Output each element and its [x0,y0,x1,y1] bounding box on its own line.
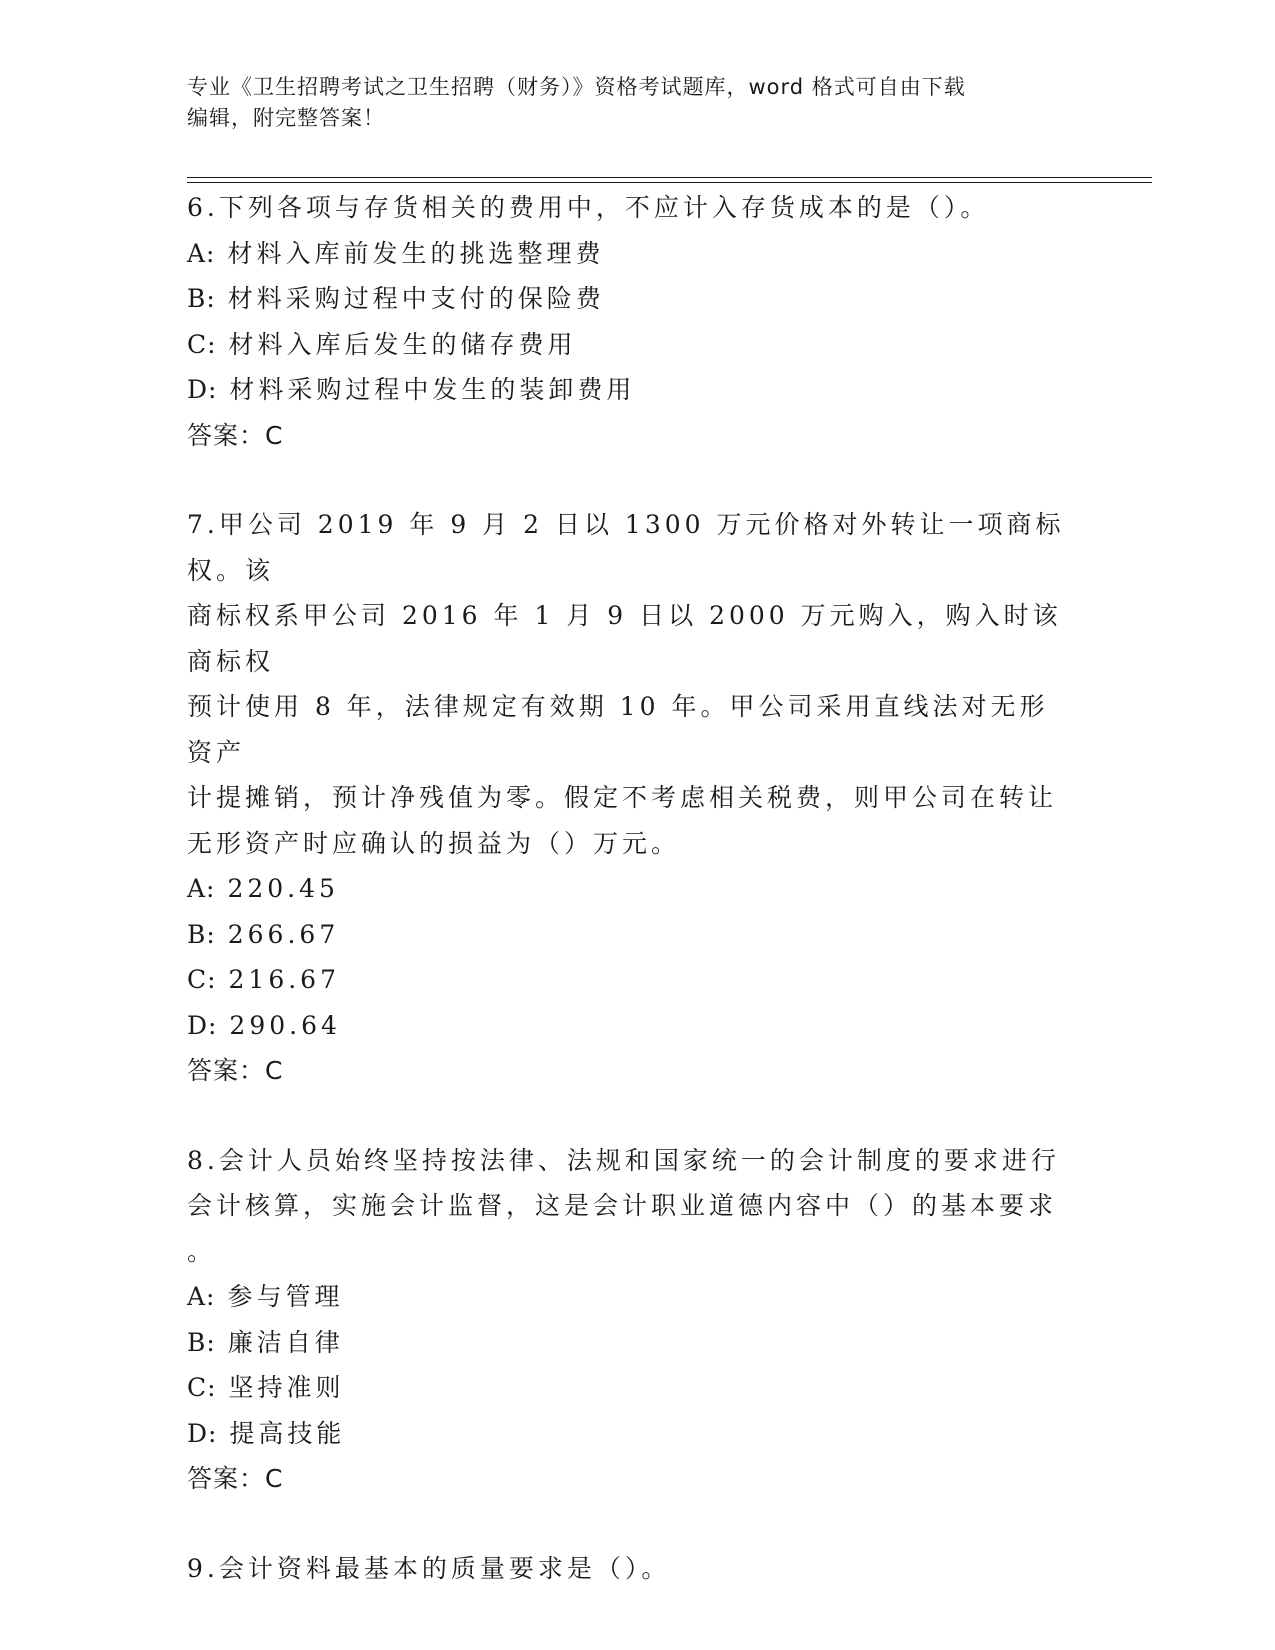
question-7 [187,502,1067,1094]
option-letter: C: [187,965,217,994]
option-text: 材料入库后发生的储存费用 [228,329,577,359]
option-c [187,1365,1067,1411]
question-8 [187,1138,1067,1502]
header-line-2: 编辑，附完整答案！ [187,106,385,130]
option-text: 材料入库前发生的挑选整理费 [227,238,605,268]
question-spacer [187,1502,1067,1546]
option-letter: D: [187,375,218,404]
question-9 [187,1546,1067,1592]
option-letter: B: [187,1327,216,1357]
option-text: 坚持准则 [228,1373,345,1402]
question-stem: 9.会计资料最基本的质量要求是（）。 [187,1553,671,1583]
option-letter: C: [187,1373,217,1402]
option-text: 材料采购过程中支付的保险费 [227,284,605,313]
answer: 答案：C [187,1056,284,1085]
question-list [187,185,1067,1591]
option-text: 提高技能 [229,1418,346,1448]
option-text: 廉洁自律 [227,1327,344,1357]
option-a [187,866,1067,912]
option-letter: D: [187,1010,218,1040]
option-letter: B: [187,919,216,949]
question-stem-line: 无形资产时应确认的损益为（）万元。 [187,828,681,858]
option-letter: A: [187,1282,216,1311]
question-stem-line: 8.会计人员始终坚持按法律、法规和国家统一的会计制度的要求进行 [187,1145,1060,1175]
option-letter: D: [187,1418,218,1448]
option-a [187,1274,1067,1320]
option-text: 材料采购过程中发生的装卸费用 [229,375,636,404]
question-stem-line: 商标权系甲公司 2016 年 1 月 9 日以 2000 万元购入，购入时该商标权 [187,601,1062,676]
option-b [187,912,1067,958]
question-stem: 6.下列各项与存货相关的费用中，不应计入存货成本的是（）。 [187,193,990,222]
option-d [187,1003,1067,1049]
option-letter: A: [187,238,216,268]
answer: 答案：C [187,1464,284,1493]
option-text: 220.45 [227,874,339,903]
option-text: 216.67 [228,965,340,994]
option-text: 290.64 [229,1010,341,1040]
header-double-rule [187,177,1152,183]
option-d [187,1411,1067,1457]
question-stem-line: 7.甲公司 2019 年 9 月 2 日以 1300 万元价格对外转让一项商标权。该 [187,510,1065,585]
option-letter: C: [187,329,217,359]
question-spacer [187,1094,1067,1138]
option-text: 参与管理 [227,1282,344,1311]
answer: 答案：C [187,420,284,450]
header-line-1: 专业《卫生招聘考试之卫生招聘（财务）》资格考试题库，word 格式可自由下载 [187,75,966,99]
option-b [187,1320,1067,1366]
question-spacer [187,458,1067,502]
option-b [187,276,1067,322]
question-6 [187,185,1067,458]
question-stem-line: 。 [187,1236,217,1266]
option-letter: B: [187,284,216,313]
option-text: 266.67 [227,919,340,949]
option-c [187,322,1067,368]
option-c [187,957,1067,1003]
option-a [187,231,1067,277]
option-d [187,367,1067,413]
question-stem-line: 会计核算，实施会计监督，这是会计职业道德内容中（）的基本要求 [187,1191,1058,1220]
document-header [187,72,1087,134]
question-stem-line: 预计使用 8 年，法律规定有效期 10 年。甲公司采用直线法对无形资产 [187,692,1049,767]
question-stem-line: 计提摊销，预计净残值为零。假定不考虑相关税费，则甲公司在转让 [187,783,1058,812]
option-letter: A: [187,874,216,903]
